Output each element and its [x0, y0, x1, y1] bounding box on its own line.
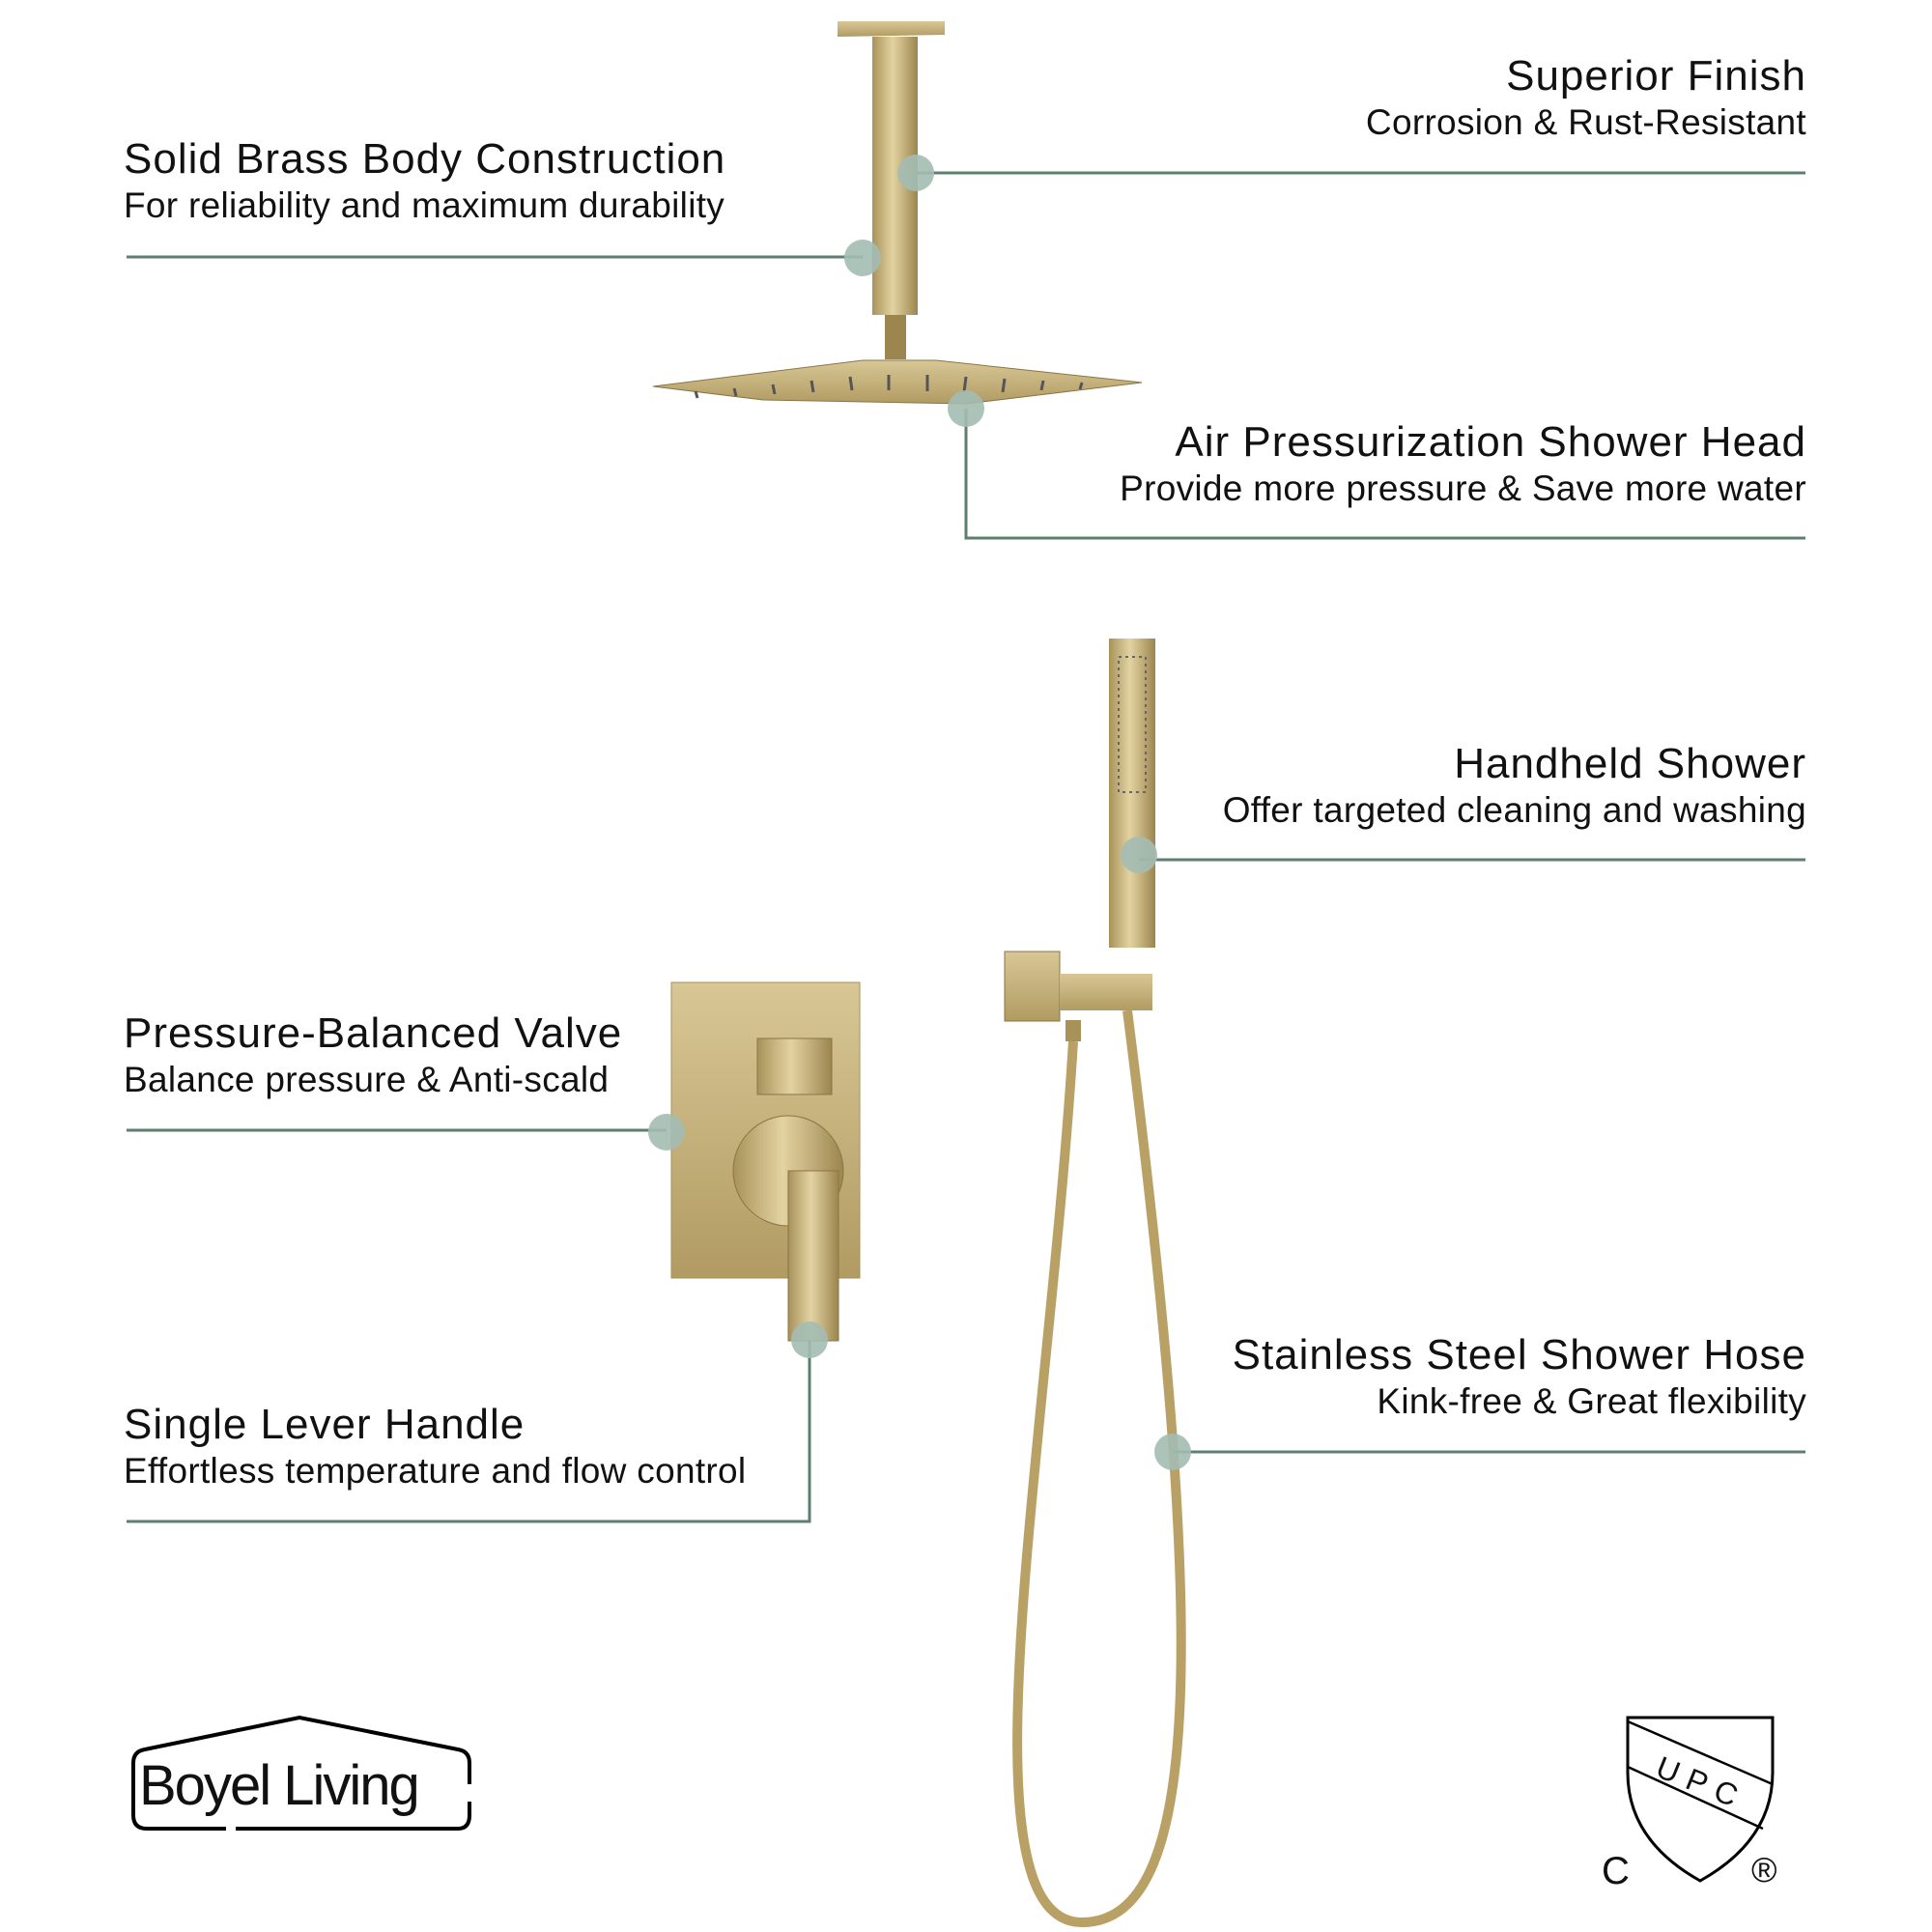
feature-superior-finish	[1366, 52, 1806, 145]
upc-c-mark: C	[1602, 1850, 1630, 1892]
feature-title: Solid Brass Body Construction	[124, 135, 726, 183]
feature-subtitle: For reliability and maximum durability	[124, 185, 725, 225]
callout-dot	[1121, 837, 1157, 873]
registered-mark: ®	[1751, 1850, 1777, 1889]
feature-pressure-balanced-valve	[124, 1009, 622, 1102]
callout-dot	[648, 1114, 685, 1151]
feature-subtitle: Provide more pressure & Save more water	[1120, 469, 1806, 508]
feature-air-pressurization	[1120, 418, 1806, 511]
feature-subtitle: Balance pressure & Anti-scald	[124, 1060, 610, 1099]
brand-name: Boyel Living	[139, 1754, 418, 1817]
feature-subtitle: Corrosion & Rust-Resistant	[1365, 102, 1806, 142]
feature-handheld-shower	[1223, 740, 1806, 833]
feature-stainless-hose	[1233, 1331, 1806, 1424]
feature-solid-brass	[124, 135, 725, 228]
callout-dot	[1154, 1434, 1191, 1470]
feature-title: Stainless Steel Shower Hose	[1232, 1331, 1806, 1378]
callout-dot	[844, 240, 881, 276]
upc-certification-mark	[1599, 1715, 1792, 1898]
feature-title: Air Pressurization Shower Head	[1175, 418, 1806, 466]
callout-dot	[791, 1321, 828, 1358]
upc-text: UPC	[1651, 1749, 1752, 1817]
callout-dot	[948, 390, 984, 427]
callout-dot	[897, 155, 934, 191]
feature-title: Single Lever Handle	[124, 1401, 526, 1448]
feature-title: Handheld Shower	[1454, 740, 1806, 787]
brand-logo	[129, 1715, 473, 1833]
feature-subtitle: Effortless temperature and flow control	[124, 1451, 747, 1491]
feature-title: Pressure-Balanced Valve	[124, 1009, 623, 1057]
feature-subtitle: Kink-free & Great flexibility	[1377, 1381, 1806, 1421]
feature-subtitle: Offer targeted cleaning and washing	[1222, 790, 1806, 830]
feature-title: Superior Finish	[1506, 52, 1806, 99]
feature-single-lever	[124, 1401, 746, 1493]
